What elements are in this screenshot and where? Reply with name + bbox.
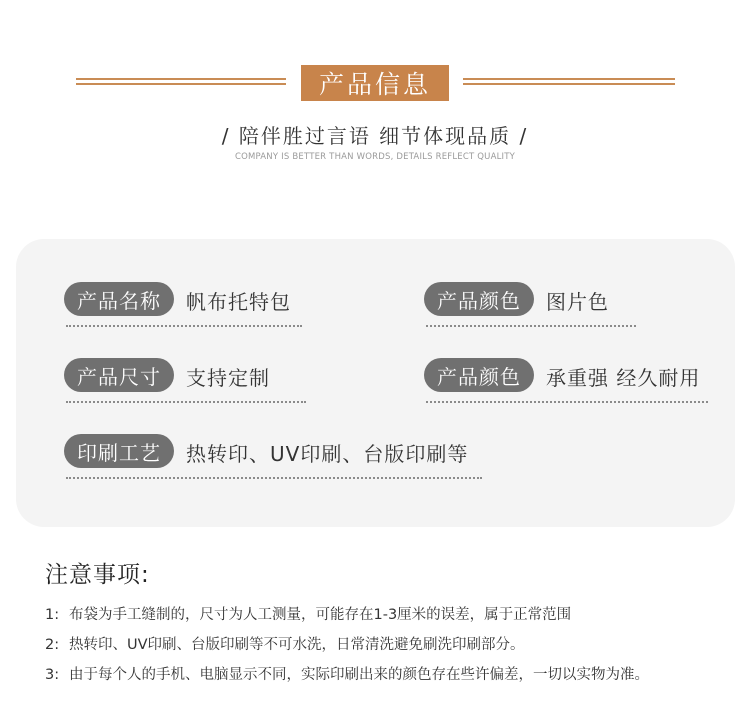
- dotted-divider: [66, 325, 302, 327]
- notice-title: 注意事项:: [45, 562, 150, 588]
- header-divider-left: [76, 78, 286, 85]
- spec-label: 产品颜色: [424, 358, 534, 392]
- dotted-divider: [426, 325, 636, 327]
- dotted-divider: [66, 401, 306, 403]
- spec-label: 产品尺寸: [64, 358, 174, 392]
- spec-label: 产品名称: [64, 282, 174, 316]
- notice-number: 1:: [45, 607, 60, 623]
- notice-text: 由于每个人的手机、电脑显示不同，实际印刷出来的颜色存在些许偏差，一切以实物为准。: [69, 667, 649, 683]
- section-title: 产品信息: [301, 65, 449, 101]
- notice-item: [45, 633, 525, 654]
- spec-value: 支持定制: [186, 366, 270, 390]
- notice-item: [45, 663, 649, 684]
- slogan-english: COMPANY IS BETTER THAN WORDS, DETAILS REFLECT QUALITY: [234, 152, 516, 162]
- spec-label: 印刷工艺: [64, 434, 174, 468]
- spec-label: 产品颜色: [424, 282, 534, 316]
- spec-value: 热转印、UV印刷、台版印刷等: [186, 442, 469, 466]
- notice-text: 布袋为手工缝制的，尺寸为人工测量，可能存在1-3厘米的误差，属于正常范围: [69, 607, 572, 623]
- header-divider-right: [463, 78, 675, 85]
- spec-value: 承重强 经久耐用: [546, 366, 701, 390]
- spec-value: 图片色: [546, 290, 609, 314]
- notice-number: 3:: [45, 667, 60, 683]
- dotted-divider: [66, 477, 482, 479]
- notice-text: 热转印、UV印刷、台版印刷等不可水洗，日常清洗避免刷洗印刷部分。: [69, 637, 525, 653]
- product-info-panel: [16, 239, 735, 527]
- notice-number: 2:: [45, 637, 60, 653]
- slogan: / 陪伴胜过言语 细节体现品质 /: [221, 124, 529, 148]
- spec-value: 帆布托特包: [186, 290, 291, 314]
- notice-item: [45, 603, 571, 624]
- dotted-divider: [426, 401, 708, 403]
